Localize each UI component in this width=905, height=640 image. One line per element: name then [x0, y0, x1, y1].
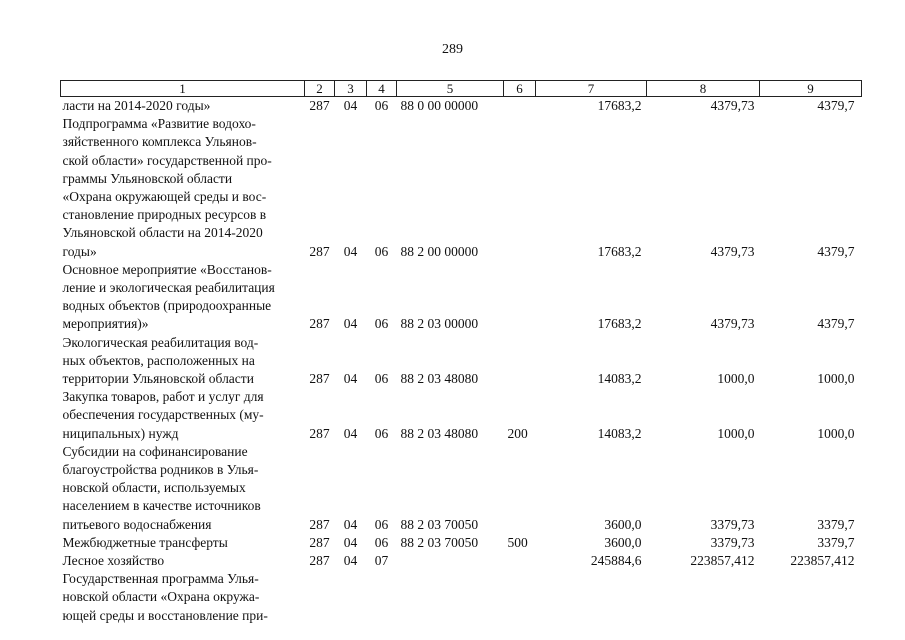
description-line: Межбюджетные трансферты: [62, 534, 228, 550]
subsection-code: 06: [374, 316, 389, 332]
description-line: Государственная программа Улья-: [62, 571, 259, 587]
expense-type-code: [504, 570, 536, 625]
chapter-code: 287: [309, 425, 330, 441]
description-line: зяйственного комплекса Ульянов-: [62, 134, 257, 150]
description-line: населением в качестве источников: [62, 498, 261, 514]
description-line: новской области «Охрана окружа-: [62, 589, 260, 605]
expense-type-code: [504, 443, 536, 534]
target-article-code: [397, 570, 504, 625]
chapter-code: 287: [309, 516, 330, 532]
description-line: благоустройства родников в Улья-: [62, 462, 259, 478]
section-code: 04: [343, 316, 358, 332]
amount-col8: 4379,73: [710, 316, 755, 332]
amount-col7: 17683,2: [597, 98, 642, 113]
amount-col8: 3379,73: [710, 534, 755, 550]
description-line: Подпрограмма «Развитие водохо-: [62, 116, 256, 132]
description-line: граммы Ульяновской области: [62, 170, 233, 186]
target-article-code: 88 2 00 00000: [400, 243, 479, 259]
amount-col7: 17683,2: [597, 243, 642, 259]
table-row: [61, 570, 862, 625]
expense-type-code: [504, 261, 536, 334]
description-line: мероприятия)»: [62, 316, 149, 332]
target-article-code: 88 2 03 48080: [400, 371, 479, 387]
description-line: годы»: [62, 243, 97, 259]
description-line: «Охрана окружающей среды и вос-: [62, 189, 267, 205]
expense-type-code: [504, 115, 536, 261]
description-line: обеспечения государственных (му-: [62, 407, 264, 423]
amount-col9: 4379,7: [817, 316, 855, 332]
chapter-code: 287: [309, 243, 330, 259]
description-line: Ульяновской области на 2014-2020: [62, 225, 263, 241]
expense-type-code: [504, 334, 536, 389]
amount-col7: 3600,0: [604, 534, 642, 550]
page-number: 289: [442, 42, 463, 57]
amount-col7: 14083,2: [597, 371, 642, 387]
subsection-code: 06: [374, 516, 389, 532]
column-header: 4: [367, 81, 397, 97]
description-line: ление и экологическая реабилитация: [62, 280, 275, 296]
chapter-code: 287: [309, 553, 330, 569]
target-article-code: 88 2 03 48080: [400, 425, 479, 441]
section-code: 04: [343, 243, 358, 259]
description-line: Лесное хозяйство: [62, 553, 165, 569]
description-line: Закупка товаров, работ и услуг для: [62, 389, 264, 405]
column-header: 1: [61, 81, 305, 97]
row-description: [61, 552, 305, 570]
amount-col9: 1000,0: [817, 371, 855, 387]
target-article-code: 88 2 03 00000: [400, 316, 479, 332]
amount-col9: [760, 570, 862, 625]
column-header: 5: [397, 81, 504, 97]
amount-col7: [536, 570, 647, 625]
chapter-code: 287: [309, 316, 330, 332]
subsection-code: 07: [374, 553, 389, 569]
expense-type-code: [504, 552, 536, 570]
description-line: ласти на 2014-2020 годы»: [62, 98, 211, 113]
description-line: ской области» государственной про-: [62, 152, 272, 168]
row-description: [61, 388, 305, 443]
subsection-code: 06: [374, 534, 389, 550]
section-code: 04: [343, 371, 358, 387]
column-header: 2: [305, 81, 335, 97]
section-code: 04: [343, 425, 358, 441]
section-code: 04: [343, 98, 358, 113]
target-article-code: 88 2 03 70050: [400, 534, 479, 550]
table-row: [61, 334, 862, 389]
chapter-code: [305, 570, 335, 625]
description-line: ных объектов, расположенных на: [62, 352, 255, 368]
subsection-code: [367, 570, 397, 625]
target-article-code: 88 0 00 00000: [400, 98, 479, 113]
subsection-code: 06: [374, 371, 389, 387]
amount-col9: 223857,412: [790, 553, 855, 569]
table-row: [61, 534, 862, 552]
amount-col8: 1000,0: [717, 425, 755, 441]
column-header: 9: [760, 81, 862, 97]
description-line: становление природных ресурсов в: [62, 207, 267, 223]
description-line: Экологическая реабилитация вод-: [62, 334, 259, 350]
table-row: [61, 261, 862, 334]
amount-col7: 245884,6: [590, 553, 642, 569]
chapter-code: 287: [309, 534, 330, 550]
amount-col7: 17683,2: [597, 316, 642, 332]
row-description: [61, 261, 305, 334]
amount-col7: 14083,2: [597, 425, 642, 441]
column-header: 7: [536, 81, 647, 97]
row-description: [61, 334, 305, 389]
amount-col8: 3379,73: [710, 516, 755, 532]
section-code: [335, 570, 367, 625]
row-description: [61, 97, 305, 116]
row-description: [61, 115, 305, 261]
row-description: [61, 443, 305, 534]
description-line: ниципальных) нужд: [62, 425, 179, 441]
description-line: новской области, используемых: [62, 480, 246, 496]
column-header: 6: [504, 81, 536, 97]
description-line: территории Ульяновской области: [62, 371, 254, 387]
table-header-row: [61, 81, 862, 97]
target-article-code: [397, 552, 504, 570]
amount-col9: 4379,7: [817, 98, 855, 113]
table-row: [61, 552, 862, 570]
column-header: 8: [647, 81, 760, 97]
target-article-code: 88 2 03 70050: [400, 516, 479, 532]
expense-type-code: 500: [507, 534, 528, 550]
amount-col9: 1000,0: [817, 425, 855, 441]
description-line: Субсидии на софинансирование: [62, 443, 248, 459]
chapter-code: 287: [309, 98, 330, 113]
description-line: питьевого водоснабжения: [62, 516, 212, 532]
description-line: ющей среды и восстановление при-: [62, 607, 268, 623]
expense-type-code: 200: [507, 425, 528, 441]
subsection-code: 06: [374, 243, 389, 259]
expense-type-code: [504, 97, 536, 116]
amount-col8: 4379,73: [710, 243, 755, 259]
subsection-code: 06: [374, 98, 389, 113]
budget-table: [60, 80, 862, 625]
row-description: [61, 534, 305, 552]
table-row: [61, 115, 862, 261]
amount-col7: 3600,0: [604, 516, 642, 532]
amount-col9: 3379,7: [817, 516, 855, 532]
description-line: водных объектов (природоохранные: [62, 298, 272, 314]
table-row: [61, 388, 862, 443]
amount-col8: [647, 570, 760, 625]
amount-col8: 4379,73: [710, 98, 755, 113]
table-row: [61, 97, 862, 116]
section-code: 04: [343, 534, 358, 550]
column-header: 3: [335, 81, 367, 97]
amount-col9: 3379,7: [817, 534, 855, 550]
chapter-code: 287: [309, 371, 330, 387]
row-description: [61, 570, 305, 625]
table-row: [61, 443, 862, 534]
amount-col8: 223857,412: [690, 553, 755, 569]
section-code: 04: [343, 516, 358, 532]
subsection-code: 06: [374, 425, 389, 441]
description-line: Основное мероприятие «Восстанов-: [62, 261, 272, 277]
amount-col8: 1000,0: [717, 371, 755, 387]
section-code: 04: [343, 553, 358, 569]
amount-col9: 4379,7: [817, 243, 855, 259]
